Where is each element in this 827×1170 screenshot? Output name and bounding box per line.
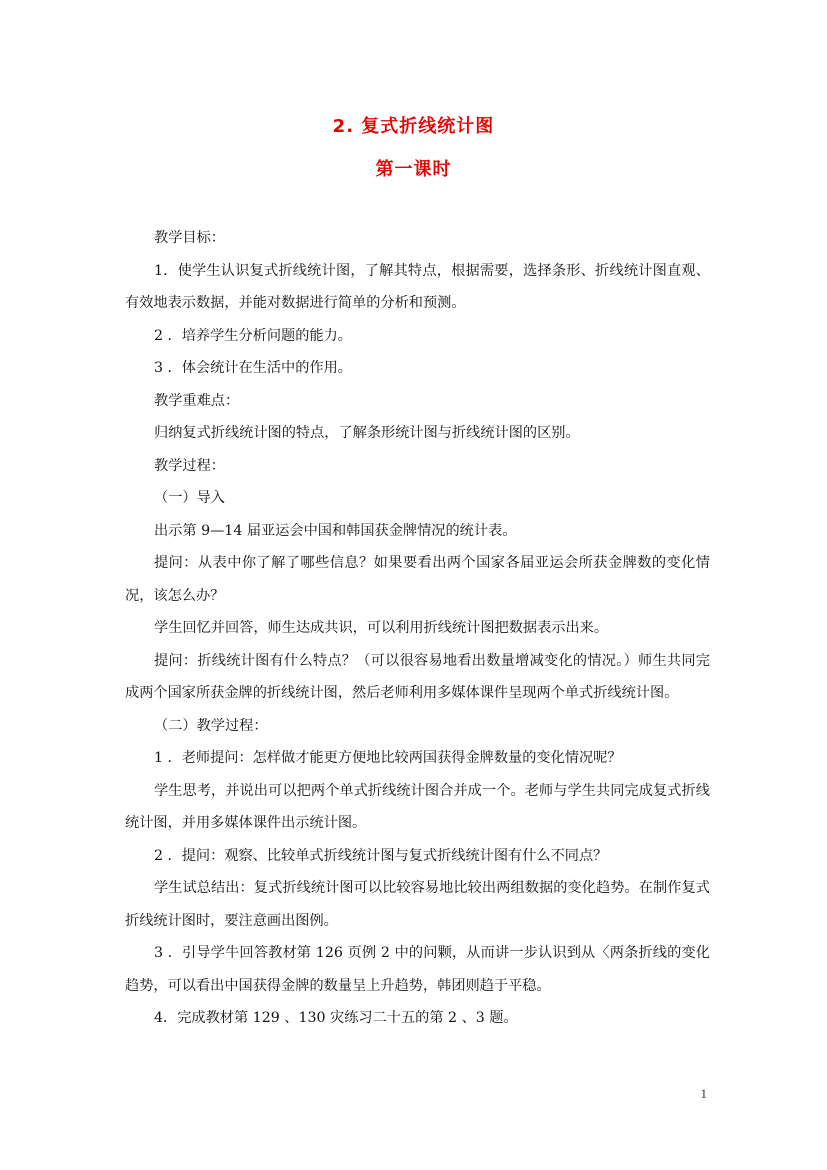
paragraph-student-summary: 学生试总结出：复式折线统计图可以比较容易地比较出两组数据的变化趋势。在制作复式折线统计图时，要注意画出图例。	[125, 880, 710, 929]
paragraph-step-2: 2 ．提问：观察、比较单式折线统计图与复式折线统计图有什么不同点？	[154, 847, 608, 864]
paragraph-step-4: 4．完成教材第 129 、130 灾练习二十五的第 2 、3 题。	[154, 1010, 518, 1026]
paragraph-question-1: 提问：从表中你了解了哪些信息？如果要看出两个国家各届亚运会所获金牌数的变化情况，该怎么办？	[125, 555, 710, 604]
paragraph-keypoints-heading: 教学重难点：	[154, 392, 240, 409]
paragraph-keypoints: 归纳复式折线统计图的特点，了解条形统计图与折线统计图的区别。	[154, 425, 580, 441]
paragraph-student-think: 学生思考，并说出可以把两个单式折线统计图合并成一个。老师与学生共同完成复式折线统计图，并用多媒体课件出示统计图。	[125, 782, 710, 831]
paragraph-step-1: 1 ．老师提问：怎样做才能更方便地比较两国获得金牌数量的变化情况呢？	[154, 750, 622, 766]
page-number: 1	[700, 1086, 707, 1101]
paragraph-student-recall: 学生回忆并回答，师生达成共识，可以利用折线统计图把数据表示出来。	[154, 620, 609, 636]
paragraph-question-2: 提问：折线统计图有什么特点？（可以很容易地看出数量增减变化的情况。）师生共同完成两个国家所获金牌的折线统计图，然后老师利用多媒体课件呈现两个单式折线统计图。	[125, 652, 710, 701]
paragraph-objective-2: 2 ．培养学生分析问题的能力。	[154, 327, 352, 344]
document-body	[125, 222, 710, 1035]
paragraph-objectives-heading: 教学目标：	[154, 230, 225, 246]
paragraph-objective-3: 3 ．体会统计在生活中的作用。	[154, 360, 352, 376]
paragraph-step-3: 3 ．引导学牛回答教材第 126 页例 2 中的问颗，从而讲一步认识到从〈两条折线的变化趋势，可以看出中国获得金牌的数量呈上升趋势，韩团则趋于平稳。	[125, 945, 710, 994]
paragraph-section-intro: （一）导入	[154, 490, 225, 506]
document-title: 2. 复式折线统计图	[332, 116, 495, 137]
paragraph-process-heading: 教学过程：	[154, 457, 225, 474]
paragraph-show-table: 出示第 9—14 届亚运会中国和韩国获金牌情况的统计表。	[154, 522, 517, 539]
paragraph-objective-1: 1．使学生认识复式折线统计图，了解其特点，根据需要，选择条形、折线统计图直观、有效地表示数据，并能对数据进行简单的分析和预测。	[125, 262, 710, 311]
document-subtitle: 第一课时	[375, 159, 452, 180]
paragraph-section-process: （二）教学过程：	[154, 717, 268, 734]
